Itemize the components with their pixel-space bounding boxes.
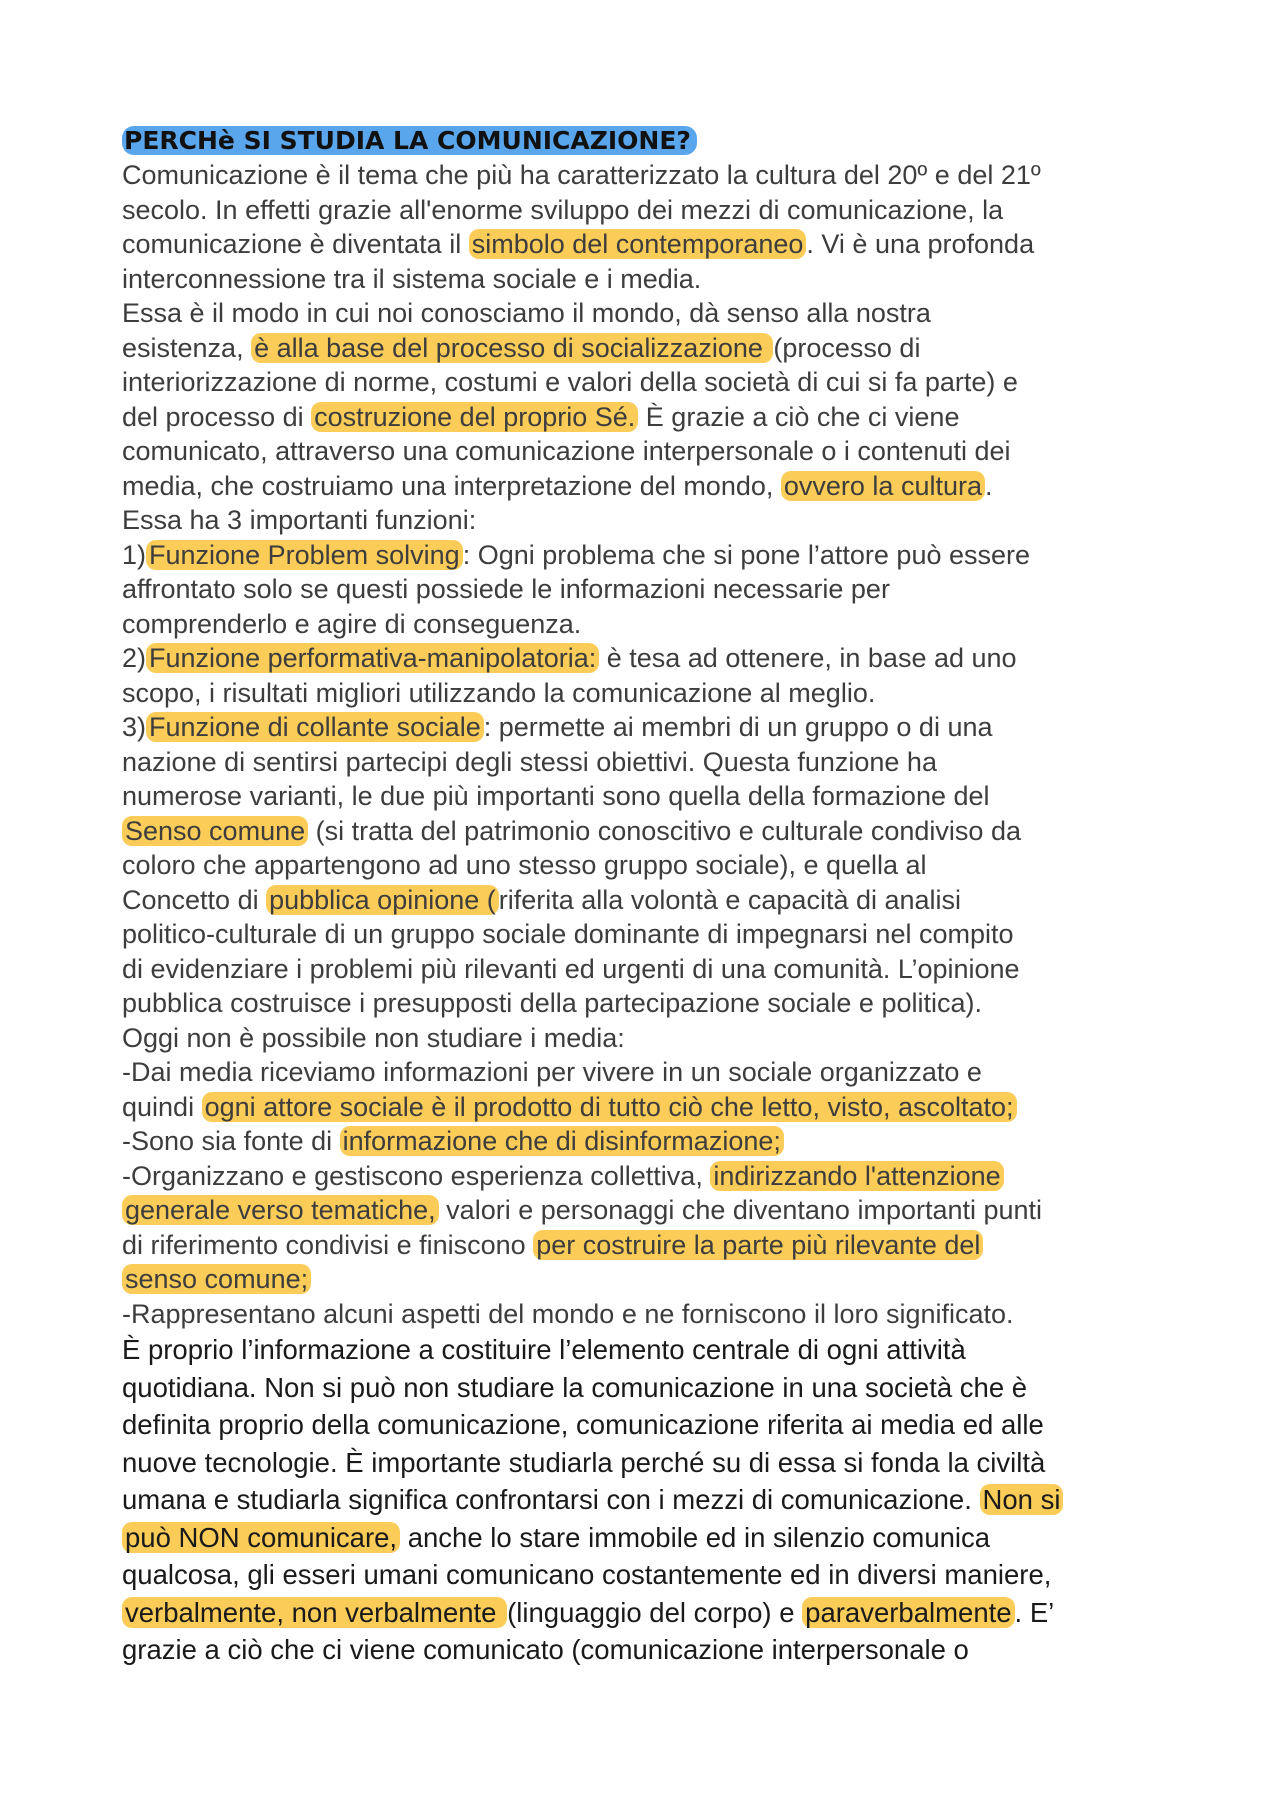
text-line (122, 331, 1182, 366)
text-line (122, 1331, 1182, 1369)
text-segment: (processo di (773, 332, 921, 363)
text-segment: 2) (122, 643, 147, 673)
highlighted-text: costruzione del proprio Sé. (311, 402, 638, 432)
title-highlight: PERCHè SI STUDIA LA COMUNICAZIONE? (122, 126, 697, 155)
text-segment: valori e personaggi che diventano importanti punti (438, 1195, 1043, 1225)
text-segment: numerose varianti, le due più importanti sono quella della formazione del (122, 781, 990, 811)
text-line (122, 710, 1182, 745)
text-segment: interconnessione tra il sistema sociale e i media. (122, 263, 702, 294)
text-line (122, 538, 1182, 573)
text-segment: Essa ha 3 importanti funzioni: (122, 505, 477, 535)
text-line (122, 227, 1182, 262)
text-line (122, 607, 1182, 642)
text-segment: definita proprio della comunicazione, comunicazione riferita ai media ed alle (122, 1409, 1044, 1440)
text-segment: È proprio l’informazione a costituire l’elemento centrale di ogni attività (122, 1334, 966, 1365)
highlighted-text: paraverbalmente (802, 1597, 1014, 1628)
text-line (122, 848, 1182, 883)
text-segment: (linguaggio del corpo) e (507, 1596, 803, 1628)
text-line (122, 1159, 1182, 1194)
text-line (122, 469, 1182, 504)
text-segment: di riferimento condivisi e finiscono (122, 1229, 534, 1260)
highlighted-text: Funzione performativa-manipolatoria: (146, 643, 599, 673)
text-line (122, 986, 1182, 1021)
highlighted-text: ovvero la cultura (781, 471, 985, 501)
text-segment: 1) (122, 539, 147, 570)
text-line (122, 883, 1182, 918)
text-segment: grazie a ciò che ci viene comunicato (comunicazione interpersonale o (122, 1634, 969, 1665)
highlighted-text: indirizzando l'attenzione (710, 1161, 1003, 1191)
paragraph-block-1 (122, 158, 1182, 1331)
text-segment: . E’ (1014, 1596, 1055, 1628)
text-segment: Oggi non è possibile non studiare i media: (122, 1022, 625, 1053)
paragraph-block-2 (122, 1331, 1182, 1669)
text-segment: di evidenziare i problemi più rilevanti ed urgenti di una comunità. L’opinione (122, 953, 1020, 984)
highlighted-text: può NON comunicare, (122, 1522, 400, 1553)
highlighted-text: per costruire la parte più rilevante del (533, 1230, 983, 1260)
highlighted-text: simbolo del contemporaneo (469, 229, 807, 259)
highlighted-text: Non si (980, 1484, 1064, 1515)
text-segment: quindi (122, 1091, 202, 1122)
text-line (122, 814, 1182, 849)
text-line (122, 1556, 1182, 1594)
text-line (122, 193, 1182, 228)
text-segment: Essa è il modo in cui noi conosciamo il mondo, dà senso alla nostra (122, 298, 931, 328)
text-line (122, 779, 1182, 814)
document-page (122, 124, 1182, 1669)
text-segment: media, che costruiamo una interpretazione del mondo, (122, 470, 781, 501)
text-segment: Comunicazione è il tema che più ha caratterizzato la cultura del 20º e del 21º (122, 160, 1041, 190)
text-segment: comprenderlo e agire di conseguenza. (122, 608, 582, 639)
text-line (122, 641, 1182, 676)
text-line (122, 1090, 1182, 1125)
highlighted-text: generale verso tematiche, (122, 1195, 439, 1225)
text-segment: umana e studiarla significa confrontarsi con i mezzi di comunicazione. (122, 1484, 980, 1515)
text-segment: pubblica costruisce i presupposti della partecipazione sociale e politica). (122, 988, 982, 1018)
text-line (122, 158, 1182, 193)
text-line (122, 296, 1182, 331)
highlighted-text: verbalmente, non verbalmente (122, 1597, 507, 1628)
document-title (122, 124, 1182, 158)
text-segment: -Rappresentano alcuni aspetti del mondo e ne forniscono il loro significato. (122, 1298, 1014, 1329)
text-line (122, 1297, 1182, 1332)
text-segment: secolo. In effetti grazie all'enorme sviluppo dei mezzi di comunicazione, la (122, 194, 1004, 225)
text-line (122, 1369, 1182, 1407)
text-line (122, 434, 1182, 469)
text-segment: riferita alla volontà e capacità di analisi (498, 884, 962, 915)
text-line (122, 1631, 1182, 1669)
text-segment: politico-culturale di un gruppo sociale dominante di impegnarsi nel compito (122, 919, 1014, 949)
highlighted-text: Funzione di collante sociale (146, 712, 484, 742)
text-segment: -Dai media riceviamo informazioni per vivere in un sociale organizzato e (122, 1057, 982, 1087)
text-segment: È grazie a ciò che ci viene (638, 401, 960, 432)
text-segment: . Vi è una profonda (806, 229, 1035, 259)
text-line (122, 952, 1182, 987)
text-segment: del processo di (122, 401, 312, 432)
text-line (122, 676, 1182, 711)
text-line (122, 1406, 1182, 1444)
text-line (122, 262, 1182, 297)
text-line (122, 1193, 1182, 1228)
text-line (122, 400, 1182, 435)
text-segment: è tesa ad ottenere, in base ad uno (599, 643, 1017, 673)
highlighted-text: ogni attore sociale è il prodotto di tutto ciò che letto, visto, ascoltato; (202, 1092, 1017, 1122)
text-segment: : permette ai membri di un gruppo o di una (483, 712, 993, 742)
text-segment: esistenza, (122, 332, 252, 363)
text-line (122, 1228, 1182, 1263)
text-segment: : Ogni problema che si pone l’attore può essere (462, 539, 1031, 570)
text-segment: anche lo stare immobile ed in silenzio comunica (400, 1521, 991, 1553)
text-segment: comunicazione è diventata il (122, 229, 469, 259)
text-line (122, 365, 1182, 400)
highlighted-text: informazione che di disinformazione; (340, 1126, 784, 1156)
text-line (122, 1444, 1182, 1482)
highlighted-text: è alla base del processo di socializzazione (251, 333, 773, 363)
text-segment: (si tratta del patrimonio conoscitivo e culturale condiviso da (308, 815, 1021, 846)
text-line (122, 1481, 1182, 1519)
text-segment: . (985, 470, 993, 501)
text-line (122, 1124, 1182, 1159)
highlighted-text: Senso comune (122, 816, 308, 846)
text-segment: coloro che appartengono ad uno stesso gruppo sociale), e quella al (122, 850, 927, 880)
text-line (122, 1594, 1182, 1632)
highlighted-text: senso comune; (122, 1264, 311, 1294)
text-segment: affrontato solo se questi possiede le informazioni necessarie per (122, 574, 890, 604)
text-segment: Concetto di (122, 884, 267, 915)
text-segment: scopo, i risultati migliori utilizzando la comunicazione al meglio. (122, 677, 876, 708)
text-segment: nuove tecnologie. È importante studiarla perché su di essa si fonda la civiltà (122, 1446, 1046, 1478)
text-segment: -Sono sia fonte di (122, 1126, 340, 1156)
text-segment: qualcosa, gli esseri umani comunicano costantemente ed in diversi maniere, (122, 1559, 1052, 1590)
text-line (122, 503, 1182, 538)
text-segment: -Organizzano e gestiscono esperienza collettiva, (122, 1160, 711, 1191)
text-line (122, 572, 1182, 607)
text-line (122, 1519, 1182, 1557)
text-segment: 3) (122, 712, 147, 742)
text-segment: nazione di sentirsi partecipi degli stessi obiettivi. Questa funzione ha (122, 746, 937, 777)
highlighted-text: Funzione Problem solving (146, 540, 463, 570)
highlighted-text: pubblica opinione ( (266, 885, 499, 915)
text-line (122, 917, 1182, 952)
text-line (122, 1021, 1182, 1056)
text-line (122, 1262, 1182, 1297)
text-segment: comunicato, attraverso una comunicazione interpersonale o i contenuti dei (122, 436, 1011, 466)
text-line (122, 1055, 1182, 1090)
text-line (122, 745, 1182, 780)
text-segment: quotidiana. Non si può non studiare la comunicazione in una società che è (122, 1371, 1028, 1403)
text-segment: interiorizzazione di norme, costumi e valori della società di cui si fa parte) e (122, 367, 1018, 397)
